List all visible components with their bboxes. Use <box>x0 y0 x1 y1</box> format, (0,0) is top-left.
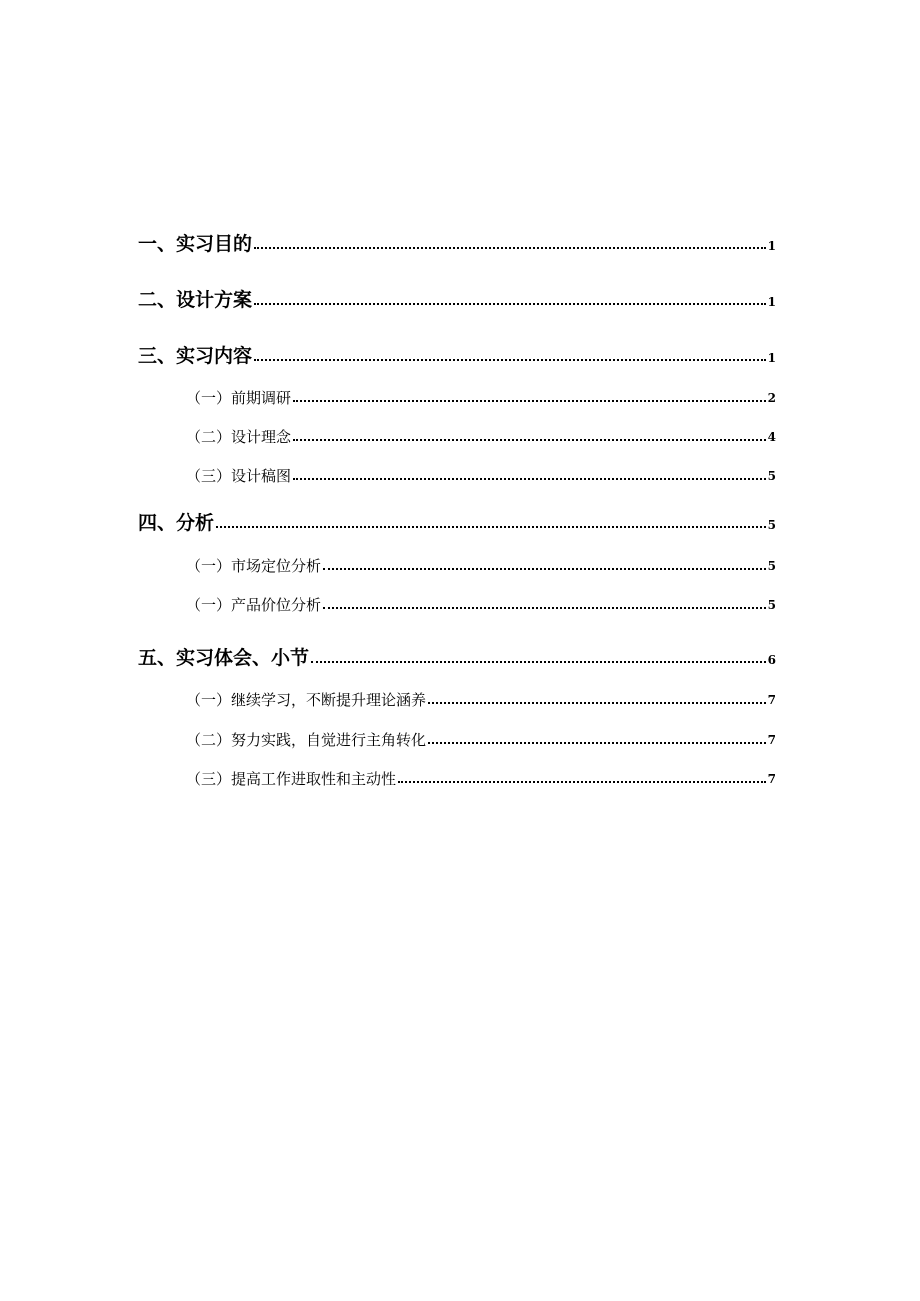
toc-entry-preliminary-research[interactable] <box>186 384 776 406</box>
toc-entry-design-concept[interactable] <box>186 423 776 445</box>
toc-entry-reflections-summary[interactable] <box>138 640 776 668</box>
toc-entry-page-number: 7 <box>767 693 776 707</box>
toc-entry-label: 三、实习内容 <box>138 345 253 367</box>
toc-entry-label: （一）继续学习，不断提升理论涵养 <box>186 691 427 709</box>
dot-leader <box>428 742 766 744</box>
toc-entry-label: （一）前期调研 <box>186 389 292 407</box>
dot-leader <box>216 526 766 528</box>
toc-entry-label: 二、设计方案 <box>138 289 253 311</box>
dot-leader <box>254 303 766 305</box>
toc-entry-internship-purpose[interactable] <box>138 226 776 254</box>
dot-leader <box>323 607 766 609</box>
toc-entry-continuous-learning[interactable] <box>186 686 776 708</box>
toc-entry-label: 五、实习体会、小节 <box>138 647 310 669</box>
toc-entry-label: 四、分析 <box>138 512 215 534</box>
toc-entry-page-number: 5 <box>767 469 776 483</box>
dot-leader <box>428 702 766 704</box>
toc-entry-internship-content[interactable] <box>138 338 776 366</box>
toc-entry-initiative-proactivity[interactable] <box>186 765 776 787</box>
dot-leader <box>293 439 766 441</box>
dot-leader <box>323 568 766 570</box>
toc-entry-page-number: 7 <box>767 733 776 747</box>
dot-leader <box>293 478 766 480</box>
toc-entry-page-number: 7 <box>767 772 776 786</box>
toc-entry-page-number: 4 <box>767 430 776 444</box>
toc-entry-label: （一）产品价位分析 <box>186 596 322 614</box>
dot-leader <box>254 359 766 361</box>
toc-entry-label: （二）设计理念 <box>186 428 292 446</box>
toc-entry-practice-role-transition[interactable] <box>186 726 776 748</box>
toc-entry-label: （二）努力实践，自觉进行主角转化 <box>186 731 427 749</box>
dot-leader <box>311 661 766 663</box>
toc-entry-product-pricing[interactable] <box>186 591 776 613</box>
dot-leader <box>254 247 766 249</box>
toc-entry-design-drafts[interactable] <box>186 462 776 484</box>
toc-entry-label: （三）设计稿图 <box>186 467 292 485</box>
toc-entry-label: （三）提高工作进取性和主动性 <box>186 770 397 788</box>
toc-entry-page-number: 6 <box>767 653 776 667</box>
toc-entry-label: （一）市场定位分析 <box>186 557 322 575</box>
toc-entry-page-number: 5 <box>767 518 776 532</box>
toc-entry-market-positioning[interactable] <box>186 552 776 574</box>
toc-entry-page-number: 5 <box>767 559 776 573</box>
toc-entry-page-number: 2 <box>767 391 776 405</box>
toc-entry-page-number: 5 <box>767 598 776 612</box>
dot-leader <box>398 781 766 783</box>
toc-entry-page-number: 1 <box>767 295 776 309</box>
toc-entry-page-number: 1 <box>767 239 776 253</box>
toc-entry-page-number: 1 <box>767 351 776 365</box>
toc-entry-analysis[interactable] <box>138 505 776 533</box>
dot-leader <box>293 400 766 402</box>
toc-entry-design-plan[interactable] <box>138 282 776 310</box>
toc-entry-label: 一、实习目的 <box>138 233 253 255</box>
